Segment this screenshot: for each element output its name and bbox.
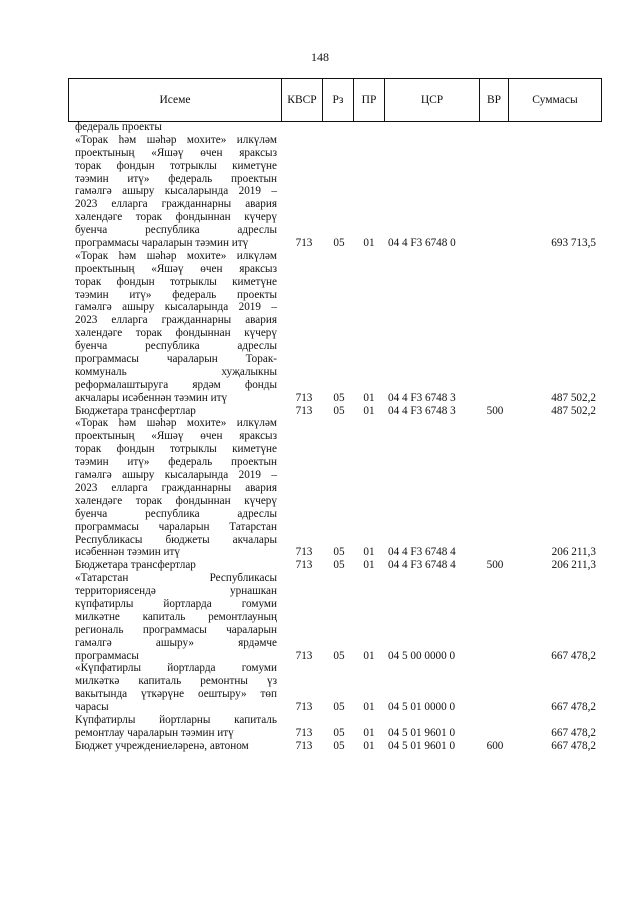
cell-pr: 01 bbox=[363, 404, 375, 417]
row-name-line: реформалаштыруга ярдәм фонды bbox=[75, 378, 277, 391]
cell-sum: 667 478,2 bbox=[551, 701, 596, 714]
cell-rz: 05 bbox=[333, 739, 345, 752]
row-name-line: вакытында үткәрүне оештыру» төп bbox=[75, 688, 277, 701]
row-name-line: хәлендәге торак фондыннан күчерү bbox=[75, 327, 277, 340]
row-name-line: күпфатирлы йортларда гомуми bbox=[75, 597, 277, 610]
cell-kvsr: 713 bbox=[295, 726, 313, 739]
row-name-line: гамәлгә ашыру кысаларында 2019 – bbox=[75, 301, 277, 314]
row-name bbox=[75, 134, 277, 250]
cell-pr: 01 bbox=[363, 559, 375, 572]
table-row bbox=[0, 417, 640, 559]
row-name-line: буенча республика адреслы bbox=[75, 224, 277, 237]
header-rz: Рз bbox=[323, 79, 354, 122]
row-name-line: гамәлгә ашыру кысаларында 2019 – bbox=[75, 185, 277, 198]
cell-csr: 04 4 F3 6748 3 bbox=[388, 404, 456, 417]
row-name-line: торак фондын тотрыклы киметүне bbox=[75, 443, 277, 456]
row-name-line: федераль проекты bbox=[75, 121, 162, 133]
cell-rz: 05 bbox=[333, 701, 345, 714]
cell-vr: 500 bbox=[486, 559, 504, 572]
row-name-line: «Күпфатирлы йортларда гомуми bbox=[75, 662, 277, 675]
row-name-line: тәэмин итү» федераль проекты bbox=[75, 288, 277, 301]
row-name-line: тәэмин итү» федераль проектын bbox=[75, 456, 277, 469]
row-name-line: проектының «Яшәү өчен яраксыз bbox=[75, 146, 277, 159]
cell-csr: 04 5 01 9601 0 bbox=[388, 739, 456, 752]
page-number: 148 bbox=[311, 50, 329, 64]
row-name-line: милкәтне капиталь ремонтлауның bbox=[75, 610, 277, 623]
cell-csr: 04 4 F3 6748 4 bbox=[388, 559, 456, 572]
cell-sum: 693 713,5 bbox=[551, 237, 596, 250]
header-pr: ПР bbox=[354, 79, 385, 122]
row-name-line: программасы bbox=[75, 649, 139, 662]
table-row bbox=[0, 572, 640, 662]
cell-csr: 04 5 01 0000 0 bbox=[388, 701, 456, 714]
row-name-line: «Торак һәм шәһәр мохите» илкүләм bbox=[75, 133, 277, 146]
cell-sum: 206 211,3 bbox=[551, 546, 596, 559]
row-name-line: региональ программасы чараларын bbox=[75, 623, 277, 636]
cell-pr: 01 bbox=[363, 649, 375, 662]
row-name-line: территориясендә урнашкан bbox=[75, 585, 277, 598]
table-row bbox=[0, 662, 640, 714]
cell-sum: 667 478,2 bbox=[551, 739, 596, 752]
cell-vr: 500 bbox=[486, 404, 504, 417]
table-row bbox=[0, 405, 640, 418]
cell-vr: 600 bbox=[486, 739, 504, 752]
row-name-line: акчалары исәбеннән тәэмин итү bbox=[75, 391, 228, 404]
cell-rz: 05 bbox=[333, 559, 345, 572]
cell-pr: 01 bbox=[363, 546, 375, 559]
row-name-line: торак фондын тотрыклы киметүне bbox=[75, 159, 277, 172]
row-name-line: Күпфатирлы йортларны капиталь bbox=[75, 713, 277, 726]
table-row bbox=[0, 134, 640, 250]
row-name-line: чарасы bbox=[75, 701, 109, 714]
cell-kvsr: 713 bbox=[295, 546, 313, 559]
cell-sum: 487 502,2 bbox=[551, 391, 596, 404]
table-row bbox=[0, 559, 640, 572]
cell-kvsr: 713 bbox=[295, 237, 313, 250]
cell-csr: 04 5 00 0000 0 bbox=[388, 649, 456, 662]
header-sum: Суммасы bbox=[509, 79, 602, 122]
table-body bbox=[0, 121, 640, 753]
header-name: Исеме bbox=[69, 79, 282, 122]
cell-rz: 05 bbox=[333, 649, 345, 662]
header-kvsr: КВСР bbox=[282, 79, 323, 122]
row-name-line: торак фондын тотрыклы киметүне bbox=[75, 275, 277, 288]
row-name-line: Бюджетара трансфертлар bbox=[75, 404, 196, 417]
row-name-line: Бюджетара трансфертлар bbox=[75, 559, 196, 572]
cell-pr: 01 bbox=[363, 739, 375, 752]
row-name-line: Республикасы бюджеты акчалары bbox=[75, 533, 277, 546]
cell-kvsr: 713 bbox=[295, 649, 313, 662]
cell-csr: 04 5 01 9601 0 bbox=[388, 726, 456, 739]
cell-rz: 05 bbox=[333, 391, 345, 404]
row-name-line: хәлендәге торак фондыннан күчерү bbox=[75, 211, 277, 224]
cell-sum: 487 502,2 bbox=[551, 404, 596, 417]
row-name-line: «Торак һәм шәһәр мохите» илкүләм bbox=[75, 417, 277, 430]
cell-kvsr: 713 bbox=[295, 404, 313, 417]
cell-pr: 01 bbox=[363, 391, 375, 404]
cell-csr: 04 4 F3 6748 4 bbox=[388, 546, 456, 559]
table-header bbox=[68, 78, 602, 122]
table-row bbox=[0, 121, 640, 134]
row-name bbox=[75, 250, 277, 405]
table-row bbox=[0, 250, 640, 405]
row-name-line: 2023 елларга гражданнарны авария bbox=[75, 198, 277, 211]
row-name-line: 2023 елларга гражданнарны авария bbox=[75, 314, 277, 327]
row-name-line: программасы чараларын Торак- bbox=[75, 353, 277, 366]
header-vr: ВР bbox=[480, 79, 509, 122]
cell-csr: 04 4 F3 6748 0 bbox=[388, 237, 456, 250]
row-name-line: Бюджет учреждениеләренә, автоном bbox=[75, 739, 249, 752]
cell-pr: 01 bbox=[363, 701, 375, 714]
row-name-line: 2023 елларга гражданнарны авария bbox=[75, 481, 277, 494]
cell-rz: 05 bbox=[333, 546, 345, 559]
cell-kvsr: 713 bbox=[295, 559, 313, 572]
row-name-line: программасы чараларын Татарстан bbox=[75, 520, 277, 533]
cell-pr: 01 bbox=[363, 726, 375, 739]
cell-kvsr: 713 bbox=[295, 739, 313, 752]
row-name-line: программасы чараларын тәэмин итү bbox=[75, 237, 249, 250]
row-name-line: буенча республика адреслы bbox=[75, 507, 277, 520]
cell-csr: 04 4 F3 6748 3 bbox=[388, 391, 456, 404]
row-name-line: «Торак һәм шәһәр мохите» илкүләм bbox=[75, 249, 277, 262]
row-name-line: хәлендәге торак фондыннан күчерү bbox=[75, 494, 277, 507]
row-name-line: тәэмин итү» федераль проектын bbox=[75, 172, 277, 185]
cell-kvsr: 713 bbox=[295, 701, 313, 714]
table-row bbox=[0, 740, 640, 753]
row-name-line: «Татарстан Республикасы bbox=[75, 572, 277, 585]
row-name-line: проектының «Яшәү өчен яраксыз bbox=[75, 262, 277, 275]
cell-sum: 667 478,2 bbox=[551, 726, 596, 739]
row-name-line: буенча республика адреслы bbox=[75, 340, 277, 353]
row-name bbox=[75, 417, 277, 559]
cell-pr: 01 bbox=[363, 237, 375, 250]
cell-rz: 05 bbox=[333, 237, 345, 250]
row-name-line: проектының «Яшәү өчен яраксыз bbox=[75, 430, 277, 443]
cell-sum: 667 478,2 bbox=[551, 649, 596, 662]
row-name-line: гамәлгә ашыру кысаларында 2019 – bbox=[75, 469, 277, 482]
cell-sum: 206 211,3 bbox=[551, 559, 596, 572]
row-name-line: милкәткә капиталь ремонтны үз bbox=[75, 675, 277, 688]
table-row bbox=[0, 714, 640, 740]
row-name-line: исәбеннән тәэмин итү bbox=[75, 546, 181, 559]
cell-rz: 05 bbox=[333, 726, 345, 739]
row-name-line: ремонтлау чараларын тәэмин итү bbox=[75, 726, 234, 739]
header-csr: ЦСР bbox=[385, 79, 480, 122]
row-name-line: гамәлгә ашыру» ярдәмче bbox=[75, 636, 277, 649]
row-name-line: коммуналь хуҗалыкны bbox=[75, 365, 277, 378]
cell-rz: 05 bbox=[333, 404, 345, 417]
cell-kvsr: 713 bbox=[295, 391, 313, 404]
